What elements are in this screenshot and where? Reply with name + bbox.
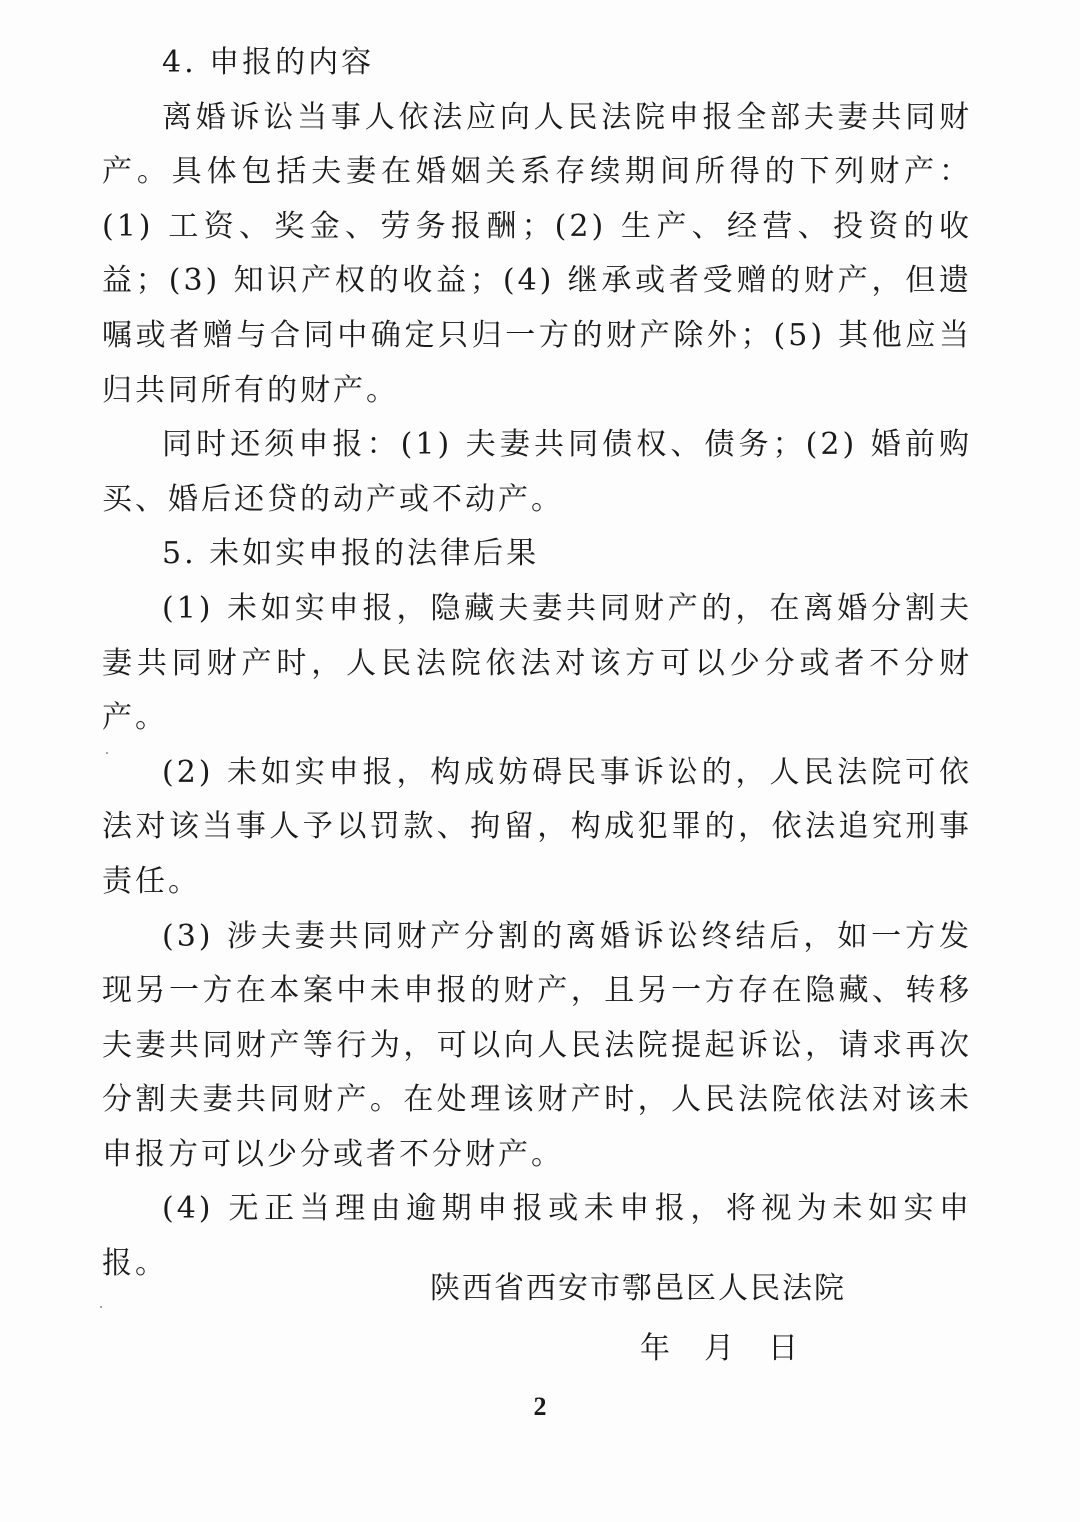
date-day: 日 bbox=[768, 1331, 798, 1366]
date-year: 年 bbox=[640, 1331, 670, 1366]
date-month: 月 bbox=[704, 1331, 734, 1366]
section5-item-4: (4) 无正当理由逾期申报或未申报，将视为未如实申报。 bbox=[102, 1191, 972, 1282]
issuer-signature: 陕西省西安市鄠邑区人民法院 bbox=[430, 1271, 846, 1306]
page-number: 2 bbox=[533, 1392, 547, 1421]
scan-speck bbox=[100, 1306, 102, 1308]
section4-paragraph-1: 离婚诉讼当事人依法应向人民法院申报全部夫妻共同财产。具体包括夫妻在婚姻关系存续期间所得的下列财产：(1) 工资、奖金、劳务报酬；(2) 生产、经营、投资的收益；(3) 知识产权的收益；(4) 继承或者受赠的财产，但遗嘱或者赠与合同中确定只归一方的财产除外；(5) 其他应当归共同所有的财产。 bbox=[102, 99, 972, 408]
section5-item-1: (1) 未如实申报，隐藏夫妻共同财产的，在离婚分割夫妻共同财产时，人民法院依法对该方可以少分或者不分财产。 bbox=[102, 590, 972, 736]
section5-item-2: (2) 未如实申报，构成妨碍民事诉讼的，人民法院可依法对该当事人予以罚款、拘留，构成犯罪的，依法追究刑事责任。 bbox=[102, 754, 972, 899]
section5-item-3: (3) 涉夫妻共同财产分割的离婚诉讼终结后，如一方发现另一方在本案中未申报的财产，且另一方存在隐藏、转移夫妻共同财产等行为，可以向人民法院提起诉讼，请求再次分割夫妻共同财产。在处理该财产时，人民法院依法对该未申报方可以少分或者不分财产。 bbox=[102, 918, 972, 1172]
scan-speck bbox=[106, 752, 108, 754]
signature-date bbox=[640, 1322, 832, 1376]
section4-heading: 4. 申报的内容 bbox=[162, 45, 375, 80]
section5-heading: 5. 未如实申报的法律后果 bbox=[162, 536, 540, 572]
document-body bbox=[102, 36, 972, 1292]
section4-paragraph-2: 同时还须申报：(1) 夫妻共同债权、债务；(2) 婚前购买、婚后还贷的动产或不动产。 bbox=[102, 427, 972, 517]
